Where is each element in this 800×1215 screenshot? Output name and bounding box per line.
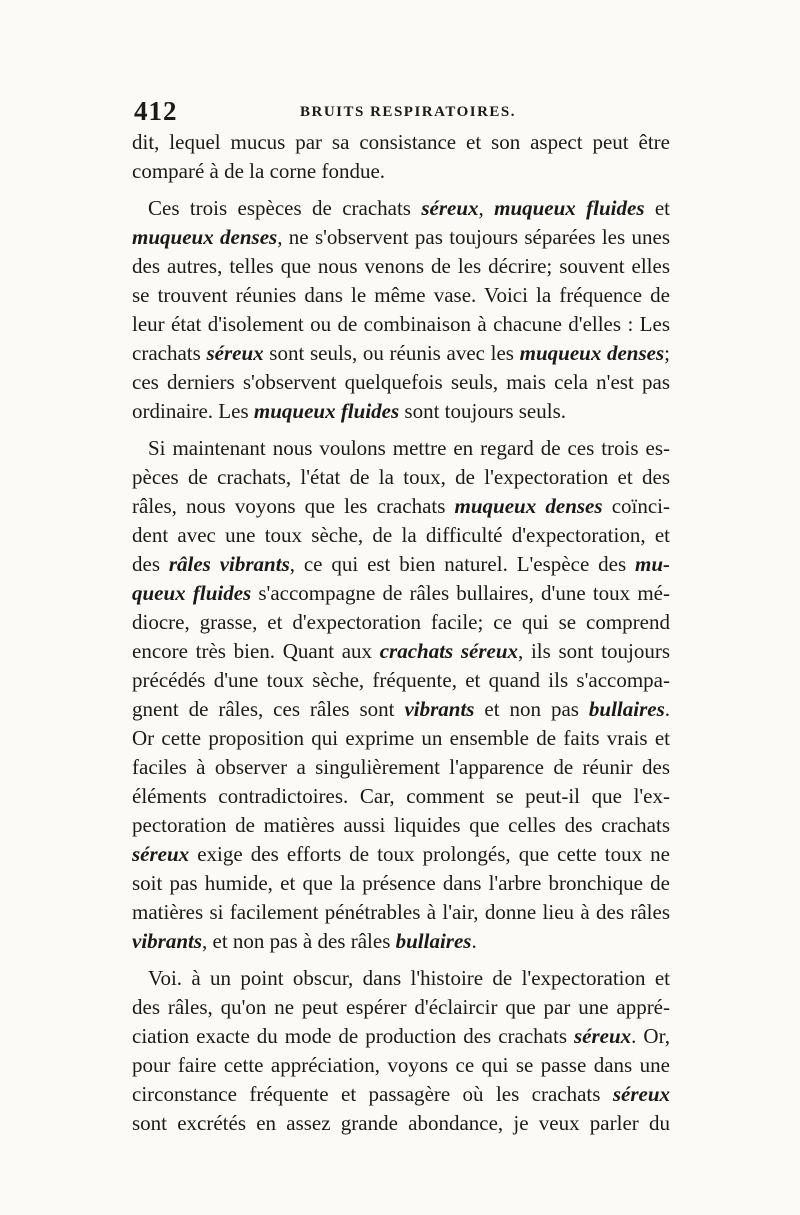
line-segment: et non pas: [474, 697, 589, 721]
text-line: [132, 434, 670, 463]
italic-term: mu-: [635, 552, 671, 576]
line-text: se trouvent réunies dans le même vase. Voici la fréquence de: [132, 283, 670, 307]
line-segment: ordinaire. Les: [132, 399, 254, 423]
line-segment: râles, nous voyons que les crachats: [132, 494, 455, 518]
line-text: dent avec une toux sèche, de la difficulté d'expectoration, et: [132, 523, 670, 547]
line-segment: , ne s'observent pas toujours séparées les unes: [277, 225, 670, 249]
line-text: pèces de crachats, l'état de la toux, de l'expectoration et des: [132, 465, 670, 489]
line-text: pour faire cette appréciation, voyons ce qui se passe dans une: [132, 1053, 670, 1077]
line-segment: Ces trois espèces de crachats: [148, 196, 422, 220]
line-segment: , et non pas à des râles: [202, 929, 396, 953]
line-text: Voi. à un point obscur, dans l'histoire de l'expectoration et: [148, 966, 670, 990]
text-line: [132, 128, 670, 157]
italic-term: vibrants: [404, 697, 475, 721]
line-text: sont excrétés en assez grande abondance, je veux parler du: [132, 1111, 670, 1135]
text-line: [132, 223, 670, 252]
line-segment: , ils sont toujours: [518, 639, 671, 663]
text-line: [132, 964, 670, 993]
text-line: [132, 608, 670, 637]
line-segment: circonstance fréquente et passagère où les crachats: [132, 1082, 613, 1106]
text-line: [132, 397, 670, 426]
line-text: faciles à observer a singulièrement l'apparence de réunir des: [132, 755, 670, 779]
text-line: [132, 811, 670, 840]
line-segment: encore très bien. Quant aux: [132, 639, 380, 663]
line-text: ces derniers s'observent quelquefois seuls, mais cela n'est pas: [132, 370, 670, 394]
line-text: comparé à de la corne fondue.: [132, 159, 386, 183]
italic-term: crachats séreux: [379, 639, 519, 663]
text-line: [132, 1051, 670, 1080]
running-title: BRUITS RESPIRATOIRES.: [300, 104, 517, 120]
line-text: pectoration de matières aussi liquides que celles des crachats: [132, 813, 670, 837]
text-line: [132, 157, 670, 186]
text-line: [132, 281, 670, 310]
line-text: des râles, qu'on ne peut espérer d'éclaircir que par une appré-: [132, 995, 670, 1019]
text-line: [132, 1022, 670, 1051]
italic-term: muqueux denses: [519, 341, 665, 365]
line-text: soit pas humide, et que la présence dans l'arbre bronchique de: [132, 871, 670, 895]
text-line: [132, 927, 670, 956]
line-segment: coïnci-: [602, 494, 671, 518]
text-line: [132, 492, 670, 521]
text-line: [132, 521, 670, 550]
page-header: [134, 96, 670, 126]
text-line: [132, 993, 670, 1022]
line-segment: , ce qui est bien naturel. L'espèce des: [289, 552, 635, 576]
line-segment: exige des efforts de toux prolongés, que cette toux ne: [189, 842, 670, 866]
text-line: [132, 782, 670, 811]
line-text: matières si facilement pénétrables à l'air, donne lieu à des râles: [132, 900, 670, 924]
italic-term: séreux: [421, 196, 479, 220]
line-segment: ;: [664, 341, 670, 365]
line-text: dit, lequel mucus par sa consistance et son aspect peut être: [132, 130, 670, 154]
text-line: [132, 310, 670, 339]
text-line: [132, 463, 670, 492]
text-line: [132, 252, 670, 281]
line-text: Or cette proposition qui exprime un ensemble de faits vrais et: [132, 726, 670, 750]
line-text: des autres, telles que nous venons de les décrire; souvent elles: [132, 254, 670, 278]
italic-term: vibrants: [132, 929, 203, 953]
line-segment: ciation exacte du mode de production des crachats: [132, 1024, 574, 1048]
text-line: [132, 840, 670, 869]
italic-term: râles vibrants: [168, 552, 290, 576]
text-line: [132, 339, 670, 368]
text-line: [132, 695, 670, 724]
line-segment: ,: [478, 196, 495, 220]
italic-term: queux fluides: [132, 581, 252, 605]
page-number: 412: [134, 96, 178, 126]
line-segment: s'accompagne de râles bullaires, d'une toux mé-: [251, 581, 670, 605]
italic-term: muqueux fluides: [494, 196, 645, 220]
line-segment: .: [471, 929, 477, 953]
text-line: [132, 550, 670, 579]
text-line: [132, 368, 670, 397]
line-text: éléments contradictoires. Car, comment se peut-il que l'ex-: [132, 784, 670, 808]
text-line: [132, 579, 670, 608]
line-text: leur état d'isolement ou de combinaison à chacune d'elles : Les: [132, 312, 670, 336]
text-line: [132, 1109, 670, 1138]
text-line: [132, 194, 670, 223]
text-line: [132, 1080, 670, 1109]
text-line: [132, 898, 670, 927]
line-segment: .: [664, 697, 670, 721]
text-line: [132, 753, 670, 782]
line-text: précédés d'une toux sèche, fréquente, et quand ils s'accompa-: [132, 668, 670, 692]
line-segment: et: [644, 196, 671, 220]
line-segment: des: [132, 552, 169, 576]
italic-term: muqueux fluides: [253, 399, 400, 423]
line-segment: crachats: [132, 341, 207, 365]
line-segment: gnent de râles, ces râles sont: [132, 697, 405, 721]
line-segment: . Or,: [631, 1024, 670, 1048]
line-text: diocre, grasse, et d'expectoration facile; ce qui se comprend: [132, 610, 670, 634]
page-body: [132, 128, 670, 1138]
italic-term: séreux: [612, 1082, 670, 1106]
italic-term: séreux: [132, 842, 190, 866]
italic-term: séreux: [574, 1024, 632, 1048]
italic-term: séreux: [206, 341, 264, 365]
line-segment: sont seuls, ou réunis avec les: [263, 341, 520, 365]
italic-term: muqueux denses: [454, 494, 603, 518]
text-line: [132, 637, 670, 666]
text-line: [132, 724, 670, 753]
line-segment: sont toujours seuls.: [399, 399, 566, 423]
line-text: Si maintenant nous voulons mettre en regard de ces trois es-: [148, 436, 670, 460]
italic-term: bullaires: [395, 929, 472, 953]
italic-term: bullaires: [588, 697, 665, 721]
text-line: [132, 666, 670, 695]
text-line: [132, 869, 670, 898]
italic-term: muqueux denses: [132, 225, 278, 249]
